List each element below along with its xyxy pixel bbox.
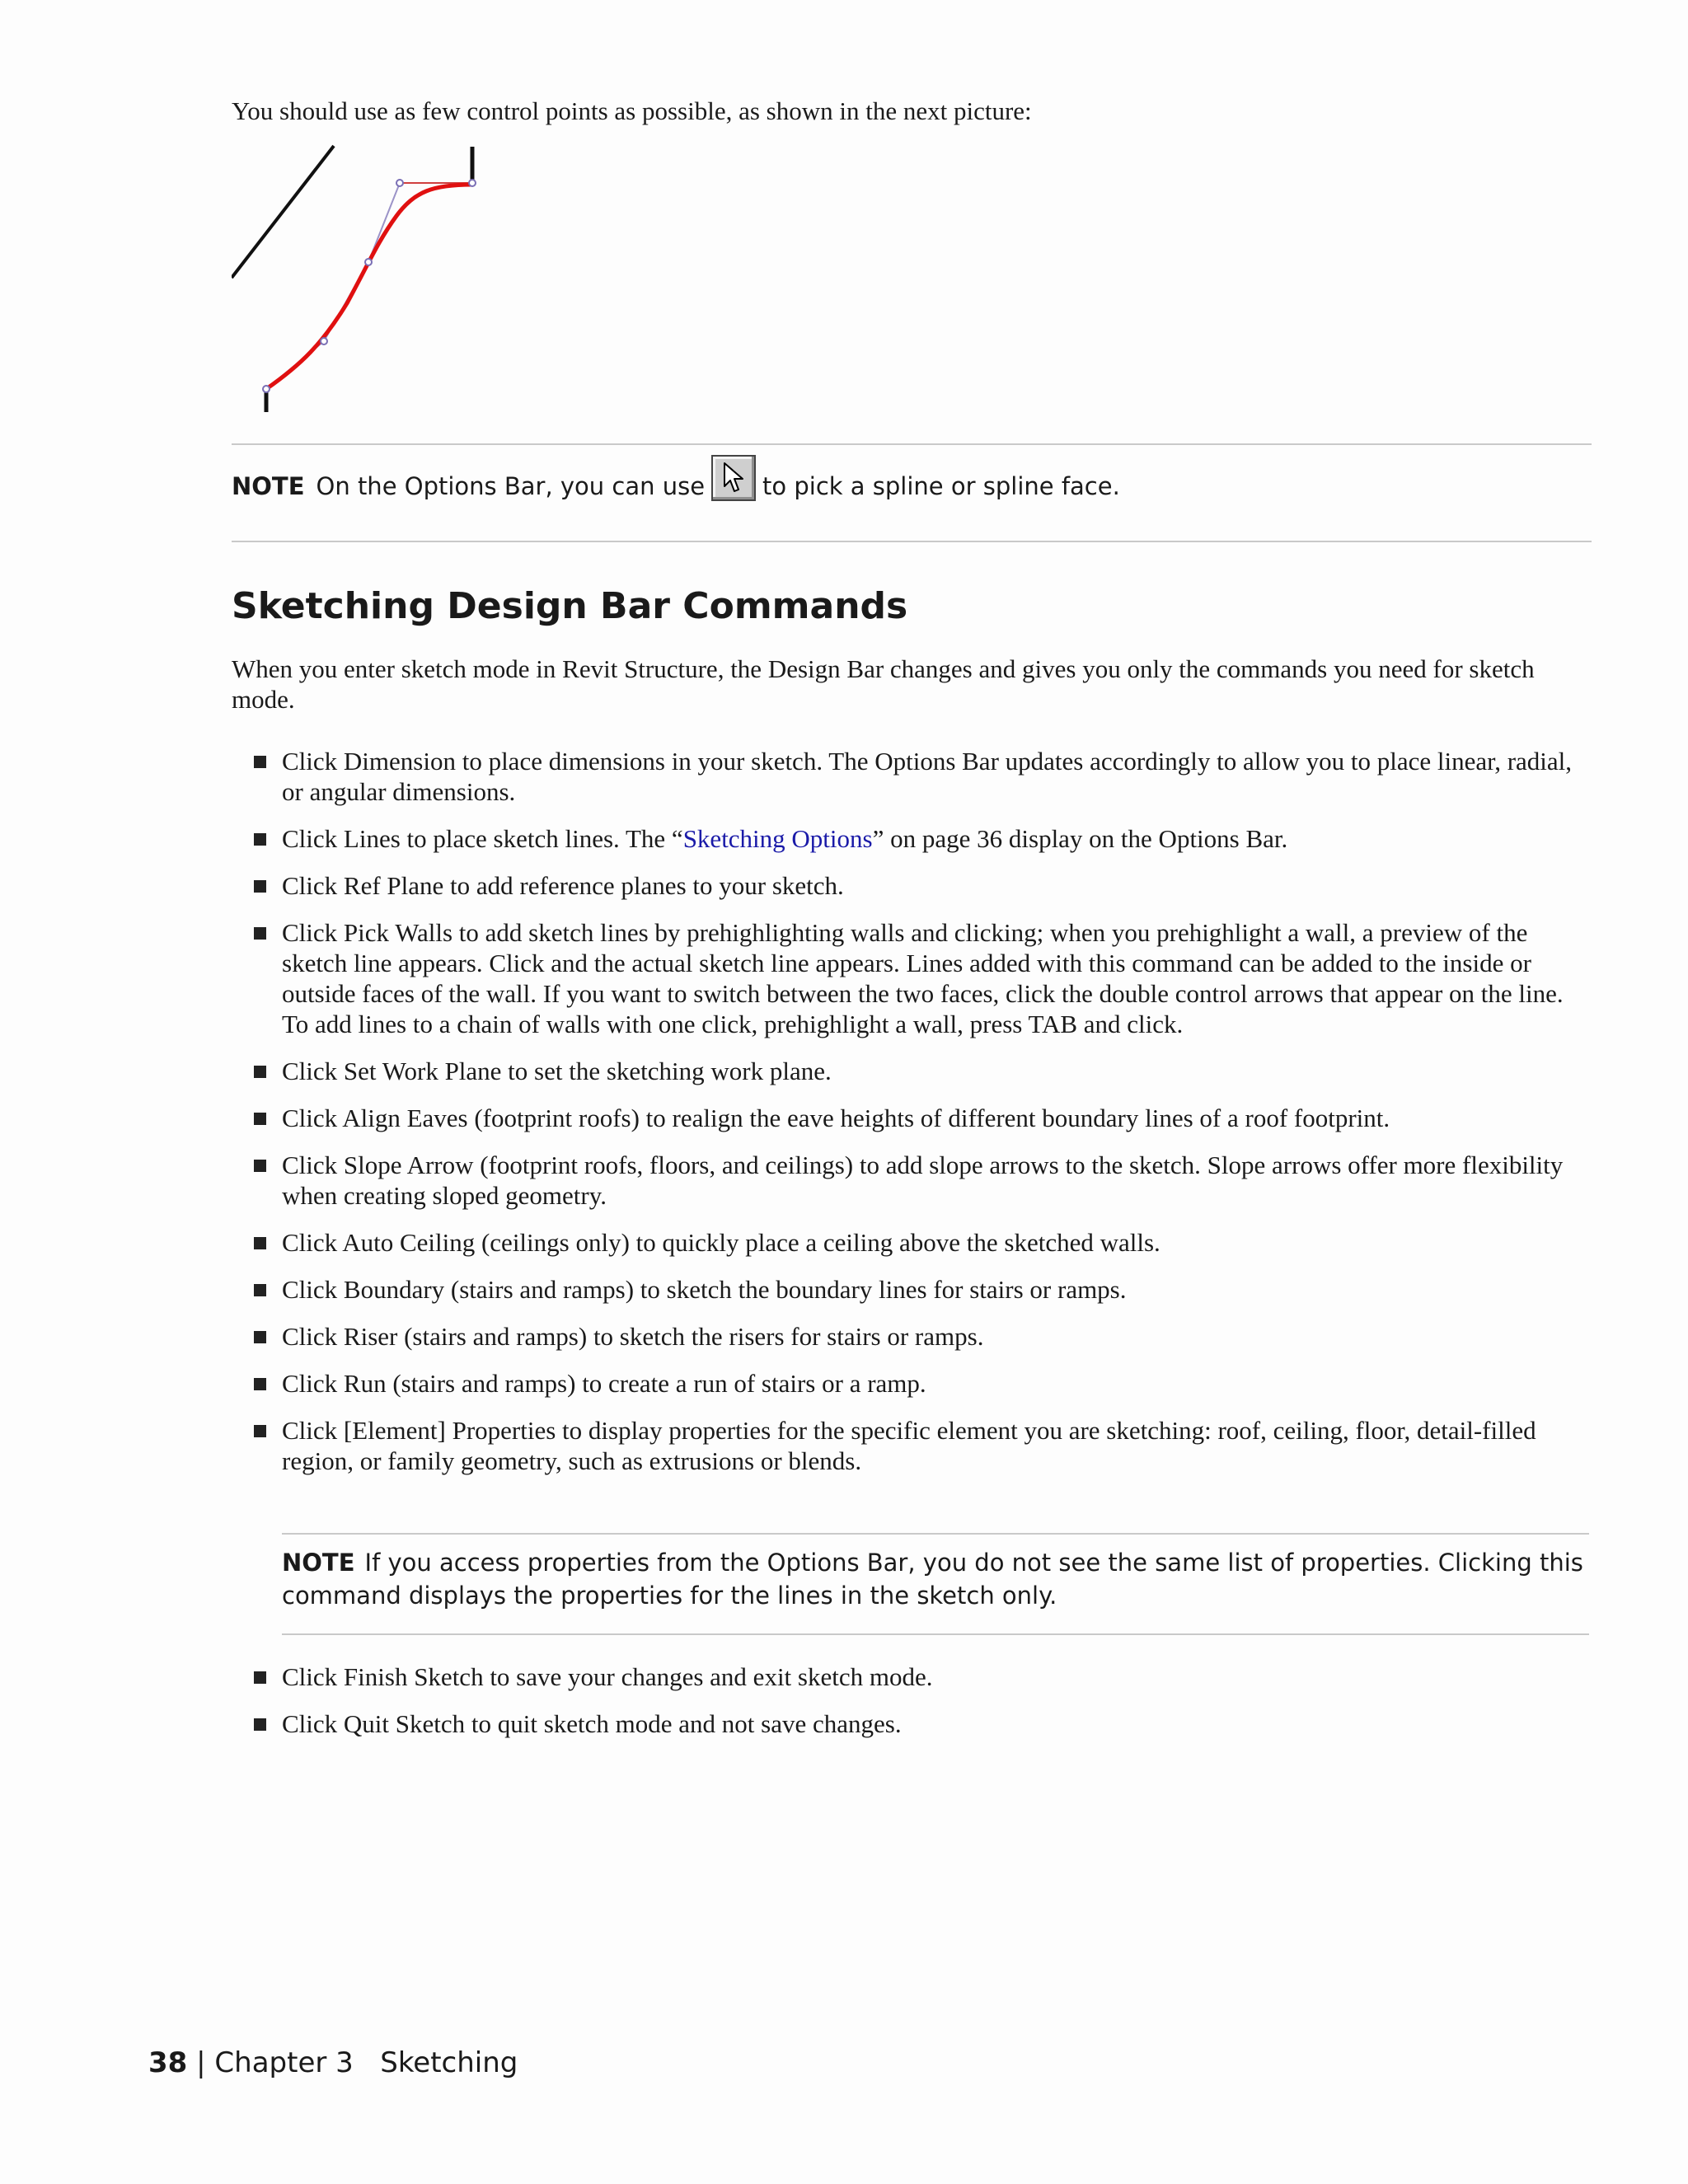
- list-item-text: Click Auto Ceiling (ceilings only) to quickly place a ceiling above the sketched walls.: [282, 1228, 1160, 1257]
- command-list-continued: [251, 1661, 1594, 1755]
- list-item-text: Click Riser (stairs and ramps) to sketch the risers for stairs or ramps.: [282, 1322, 984, 1351]
- section-intro: When you enter sketch mode in Revit Structure, the Design Bar changes and gives you only the commands you need for sketch mode.: [232, 654, 1535, 714]
- list-item-text: Click Run (stairs and ramps) to create a run of stairs or a ramp.: [282, 1369, 926, 1398]
- control-point: [263, 386, 270, 392]
- page-footer: [148, 2044, 518, 2082]
- list-item: [251, 746, 1594, 807]
- list-item: [251, 1368, 1594, 1399]
- bullet-square-icon: [254, 1671, 266, 1684]
- control-point: [365, 259, 372, 265]
- list-item: [251, 1708, 1594, 1739]
- bullet-square-icon: [254, 1425, 266, 1437]
- divider-top: [232, 443, 1592, 445]
- footer-separator: |: [196, 2046, 206, 2079]
- control-point: [396, 180, 403, 186]
- note-options-bar: [232, 463, 1592, 509]
- bullet-square-icon: [254, 927, 266, 940]
- control-polygon: [266, 183, 472, 389]
- list-item-text: Click Align Eaves (footprint roofs) to realign the eave heights of different boundary lines of a roof footprint.: [282, 1104, 1390, 1132]
- note-divider-bottom: [282, 1633, 1589, 1635]
- list-item: [251, 1227, 1594, 1258]
- bullet-square-icon: [254, 1113, 266, 1125]
- list-item: [251, 917, 1594, 1039]
- spline-curve: [266, 185, 472, 389]
- list-item-text: Click [Element] Properties to display properties for the specific element you are sketching: roof, ceiling, floor, detail-filled region, or family geometry, such as extrusions or blends.: [282, 1416, 1536, 1475]
- list-item: [251, 870, 1594, 901]
- bullet-square-icon: [254, 1066, 266, 1078]
- list-item-text: Click Lines to place sketch lines. The “: [282, 824, 683, 853]
- list-item-text: Click Ref Plane to add reference planes to your sketch.: [282, 871, 844, 900]
- note-divider-top: [282, 1533, 1589, 1535]
- control-point: [321, 338, 327, 344]
- section-title: Sketching Design Bar Commands: [232, 585, 908, 627]
- bullet-square-icon: [254, 756, 266, 768]
- note-label: NOTE: [232, 472, 305, 500]
- note-properties: [282, 1546, 1589, 1612]
- list-item-text: Click Quit Sketch to quit sketch mode and not save changes.: [282, 1709, 902, 1738]
- list-item: [251, 823, 1594, 854]
- chapter-title: Sketching: [380, 2046, 518, 2079]
- chapter-label: Chapter 3: [214, 2046, 354, 2079]
- sketching-options-link[interactable]: Sketching Options: [682, 824, 873, 853]
- list-item: [251, 1415, 1594, 1476]
- wall-line-diagonal: [232, 146, 334, 278]
- list-item-text: Click Slope Arrow (footprint roofs, floors, and ceilings) to add slope arrows to the sketch. Slope arrows offer more flexibility when creating sloped geometry.: [282, 1151, 1564, 1210]
- spline-figure: [232, 142, 495, 422]
- list-item-text: Click Dimension to place dimensions in your sketch. The Options Bar updates accordingly to allow you to place linear, radial, or angular dimensions.: [282, 747, 1573, 806]
- list-item-text: ” on page 36 display on the Options Bar.: [872, 824, 1288, 853]
- bullet-square-icon: [254, 1237, 266, 1249]
- note-label: NOTE: [282, 1549, 355, 1577]
- divider-bottom: [232, 541, 1592, 542]
- list-item-text: Click Set Work Plane to set the sketching work plane.: [282, 1057, 832, 1085]
- note-text: If you access properties from the Options Bar, you do not see the same list of properties. Clicking this command displays the properties for the lines in the sketch only.: [282, 1549, 1583, 1610]
- pick-cursor-icon[interactable]: [711, 455, 756, 501]
- note-text-after: to pick a spline or spline face.: [762, 472, 1120, 500]
- bullet-square-icon: [254, 880, 266, 893]
- page-number: 38: [148, 2046, 188, 2079]
- control-point: [469, 180, 476, 186]
- list-item-text: Click Finish Sketch to save your changes and exit sketch mode.: [282, 1662, 933, 1691]
- list-item: [251, 1321, 1594, 1352]
- list-item: [251, 1661, 1594, 1692]
- list-item: [251, 1274, 1594, 1305]
- bullet-square-icon: [254, 1331, 266, 1343]
- list-item: [251, 1150, 1594, 1211]
- bullet-square-icon: [254, 1160, 266, 1172]
- bullet-square-icon: [254, 1378, 266, 1390]
- intro-text: You should use as few control points as possible, as shown in the next picture:: [232, 96, 1032, 125]
- command-list: [251, 746, 1594, 1493]
- list-item-text: Click Boundary (stairs and ramps) to sketch the boundary lines for stairs or ramps.: [282, 1275, 1127, 1304]
- list-item: [251, 1103, 1594, 1133]
- note-text-before: On the Options Bar, you can use: [316, 472, 706, 500]
- bullet-square-icon: [254, 833, 266, 846]
- list-item-text: Click Pick Walls to add sketch lines by prehighlighting walls and clicking; when you prehighlight a wall, a preview of the sketch line appears. Click and the actual sketch line appears. Lines added with this command can be added to the inside or outside faces of the wall. If you want to switch between the two faces, click the double control arrows that appear on the line. To add lines to a chain of walls with one click, prehighlight a wall, press TAB and click.: [282, 918, 1564, 1038]
- bullet-square-icon: [254, 1284, 266, 1296]
- list-item: [251, 1056, 1594, 1086]
- bullet-square-icon: [254, 1718, 266, 1731]
